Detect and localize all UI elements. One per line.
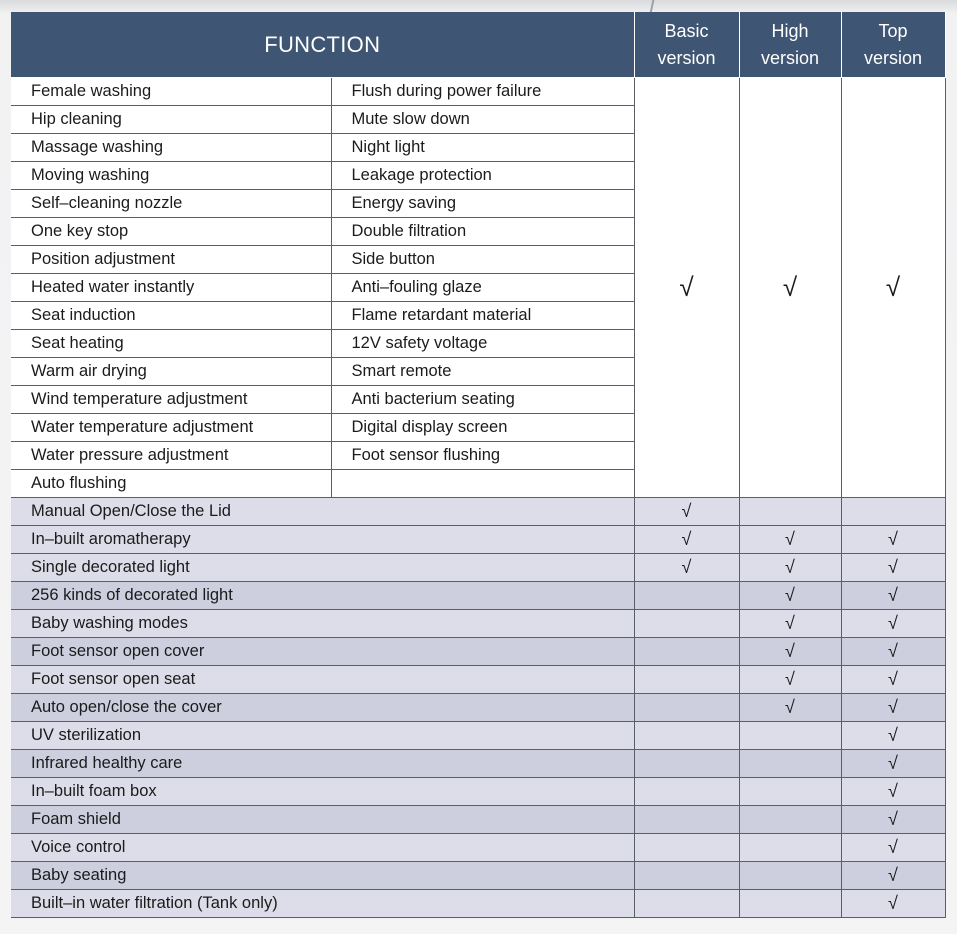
- high-check-cell: [739, 806, 841, 834]
- comparison-table: [11, 12, 946, 918]
- feature-name: Double filtration: [331, 218, 634, 246]
- feature-name: UV sterilization: [11, 722, 634, 750]
- check-mark-icon: √: [785, 641, 795, 661]
- header-line: version: [657, 47, 716, 68]
- feature-name: Foot sensor open seat: [11, 666, 634, 694]
- header-line: version: [863, 47, 923, 68]
- feature-name: Position adjustment: [11, 246, 331, 274]
- feature-name: Warm air drying: [11, 358, 331, 386]
- top-common-check-cell: [841, 78, 945, 498]
- top-check-cell: [841, 722, 945, 750]
- feature-name: Infrared healthy care: [11, 750, 634, 778]
- check-mark-icon: √: [888, 697, 898, 717]
- feature-name: Voice control: [11, 834, 634, 862]
- feature-name: Leakage protection: [331, 162, 634, 190]
- extra-feature-row: [11, 862, 945, 890]
- check-mark-icon: √: [888, 529, 898, 549]
- top-check-cell: [841, 526, 945, 554]
- high-check-cell: [739, 582, 841, 610]
- top-check-cell: [841, 498, 945, 526]
- check-mark-icon: √: [888, 669, 898, 689]
- check-mark-icon: √: [785, 529, 795, 549]
- high-check-cell: [739, 638, 841, 666]
- check-mark-icon: √: [888, 613, 898, 633]
- extra-feature-row: [11, 582, 945, 610]
- feature-name: In–built foam box: [11, 778, 634, 806]
- feature-name: Female washing: [11, 78, 331, 106]
- top-check-cell: [841, 890, 945, 918]
- extra-feature-row: [11, 806, 945, 834]
- extra-feature-row: [11, 638, 945, 666]
- feature-name: 12V safety voltage: [331, 330, 634, 358]
- check-mark-icon: √: [888, 837, 898, 857]
- feature-name: Energy saving: [331, 190, 634, 218]
- top-check-cell: [841, 806, 945, 834]
- feature-name: Foot sensor flushing: [331, 442, 634, 470]
- extra-feature-row: [11, 526, 945, 554]
- feature-name: Flush during power failure: [331, 78, 634, 106]
- check-mark-icon: √: [785, 557, 795, 577]
- basic-check-cell: [634, 778, 739, 806]
- check-mark-icon: √: [888, 585, 898, 605]
- high-check-cell: [739, 554, 841, 582]
- feature-name: Water pressure adjustment: [11, 442, 331, 470]
- top-check-cell: [841, 750, 945, 778]
- table-body: [11, 78, 945, 918]
- basic-check-cell: [634, 890, 739, 918]
- check-mark-icon: √: [888, 725, 898, 745]
- high-common-check-cell: [739, 78, 841, 498]
- basic-common-check-cell: [634, 78, 739, 498]
- basic-version-header: [634, 12, 739, 78]
- feature-name: Massage washing: [11, 134, 331, 162]
- high-check-cell: [739, 890, 841, 918]
- extra-feature-row: [11, 666, 945, 694]
- feature-name: Anti–fouling glaze: [331, 274, 634, 302]
- check-mark-icon: √: [679, 272, 694, 302]
- extra-feature-row: [11, 834, 945, 862]
- top-version-header: [841, 12, 945, 78]
- header-line: High: [771, 20, 809, 41]
- basic-check-cell: [634, 498, 739, 526]
- check-mark-icon: √: [785, 585, 795, 605]
- feature-name: Foot sensor open cover: [11, 638, 634, 666]
- feature-name: 256 kinds of decorated light: [11, 582, 634, 610]
- basic-check-cell: [634, 834, 739, 862]
- top-check-cell: [841, 778, 945, 806]
- basic-check-cell: [634, 666, 739, 694]
- extra-feature-row: [11, 750, 945, 778]
- basic-check-cell: [634, 610, 739, 638]
- top-check-cell: [841, 666, 945, 694]
- feature-name: [331, 470, 634, 498]
- feature-name: Auto flushing: [11, 470, 331, 498]
- check-mark-icon: √: [888, 641, 898, 661]
- feature-name: Manual Open/Close the Lid: [11, 498, 634, 526]
- basic-check-cell: [634, 638, 739, 666]
- extra-feature-row: [11, 890, 945, 918]
- basic-check-cell: [634, 694, 739, 722]
- basic-check-cell: [634, 554, 739, 582]
- feature-name: Auto open/close the cover: [11, 694, 634, 722]
- high-check-cell: [739, 610, 841, 638]
- basic-check-cell: [634, 806, 739, 834]
- feature-name: Side button: [331, 246, 634, 274]
- feature-name: Built–in water filtration (Tank only): [11, 890, 634, 918]
- feature-name: Self–cleaning nozzle: [11, 190, 331, 218]
- feature-name: Single decorated light: [11, 554, 634, 582]
- common-feature-row: [11, 78, 945, 106]
- header-line: Top: [878, 20, 908, 41]
- feature-name: Mute slow down: [331, 106, 634, 134]
- check-mark-icon: √: [888, 865, 898, 885]
- high-check-cell: [739, 526, 841, 554]
- high-check-cell: [739, 694, 841, 722]
- feature-name: Seat heating: [11, 330, 331, 358]
- feature-name: Flame retardant material: [331, 302, 634, 330]
- feature-name: Heated water instantly: [11, 274, 331, 302]
- check-mark-icon: √: [681, 529, 692, 549]
- extra-feature-row: [11, 498, 945, 526]
- top-check-cell: [841, 862, 945, 890]
- top-check-cell: [841, 582, 945, 610]
- function-header: FUNCTION: [11, 12, 634, 78]
- check-mark-icon: √: [785, 613, 795, 633]
- extra-feature-row: [11, 610, 945, 638]
- check-mark-icon: √: [681, 557, 692, 577]
- feature-name: Baby washing modes: [11, 610, 634, 638]
- check-mark-icon: √: [885, 272, 901, 302]
- check-mark-icon: √: [888, 753, 898, 773]
- feature-name: In–built aromatherapy: [11, 526, 634, 554]
- basic-check-cell: [634, 582, 739, 610]
- feature-name: Smart remote: [331, 358, 634, 386]
- basic-check-cell: [634, 862, 739, 890]
- feature-name: Seat induction: [11, 302, 331, 330]
- feature-name: Hip cleaning: [11, 106, 331, 134]
- basic-check-cell: [634, 526, 739, 554]
- top-check-cell: [841, 610, 945, 638]
- basic-check-cell: [634, 750, 739, 778]
- header-line: version: [760, 47, 820, 68]
- feature-name: Digital display screen: [331, 414, 634, 442]
- check-mark-icon: √: [782, 272, 798, 302]
- feature-name: Baby seating: [11, 862, 634, 890]
- high-check-cell: [739, 722, 841, 750]
- feature-name: Moving washing: [11, 162, 331, 190]
- extra-feature-row: [11, 694, 945, 722]
- high-check-cell: [739, 498, 841, 526]
- feature-name: One key stop: [11, 218, 331, 246]
- check-mark-icon: √: [888, 893, 898, 913]
- top-check-cell: [841, 834, 945, 862]
- top-check-cell: [841, 638, 945, 666]
- high-check-cell: [739, 834, 841, 862]
- high-version-header: [739, 12, 841, 78]
- feature-name: Foam shield: [11, 806, 634, 834]
- check-mark-icon: √: [888, 781, 898, 801]
- high-check-cell: [739, 778, 841, 806]
- header-row: [11, 12, 945, 78]
- feature-name: Night light: [331, 134, 634, 162]
- top-check-cell: [841, 694, 945, 722]
- high-check-cell: [739, 750, 841, 778]
- check-mark-icon: √: [888, 557, 898, 577]
- high-check-cell: [739, 666, 841, 694]
- check-mark-icon: √: [785, 697, 795, 717]
- check-mark-icon: √: [681, 501, 692, 521]
- high-check-cell: [739, 862, 841, 890]
- feature-name: Wind temperature adjustment: [11, 386, 331, 414]
- basic-check-cell: [634, 722, 739, 750]
- feature-name: Anti bacterium seating: [331, 386, 634, 414]
- check-mark-icon: √: [888, 809, 898, 829]
- feature-name: Water temperature adjustment: [11, 414, 331, 442]
- top-check-cell: [841, 554, 945, 582]
- check-mark-icon: √: [785, 669, 795, 689]
- extra-feature-row: [11, 722, 945, 750]
- header-line: Basic: [664, 20, 709, 41]
- extra-feature-row: [11, 778, 945, 806]
- extra-feature-row: [11, 554, 945, 582]
- feature-comparison-table: [11, 12, 945, 918]
